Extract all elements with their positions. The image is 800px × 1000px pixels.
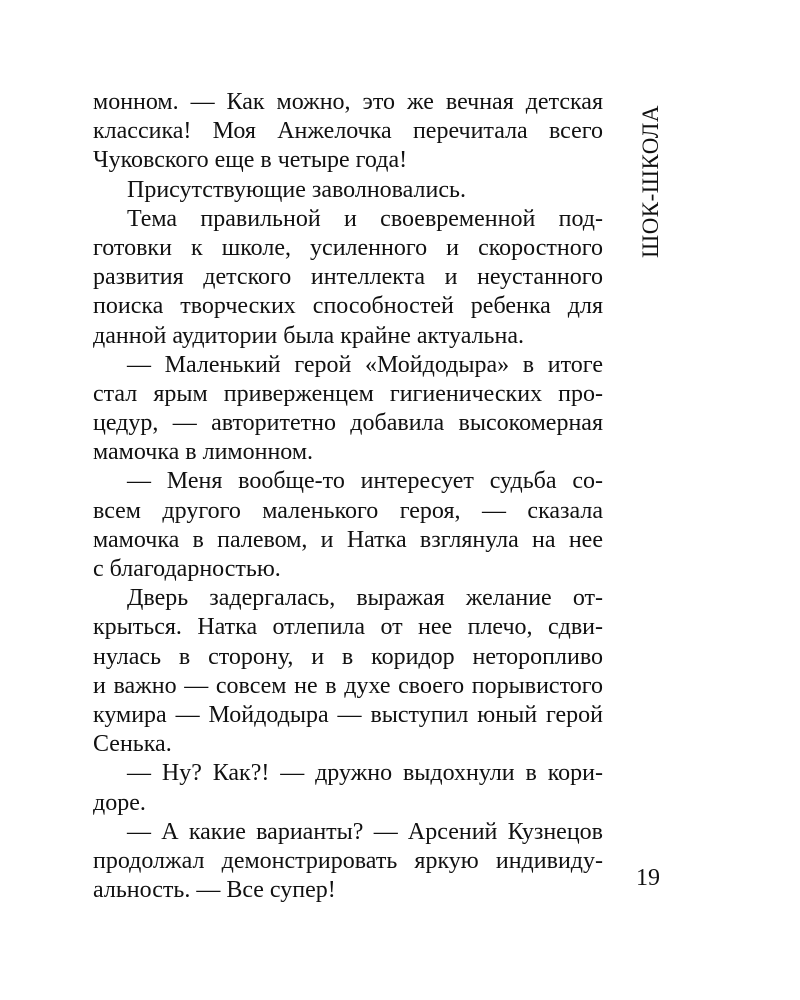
paragraph-start: Присутствующие заволновались. [127,176,466,203]
text-line: данной аудитории была крайне актуальна. [93,322,524,349]
text-line: мамочка в лимонном. [93,439,314,466]
text-line: готовки к школе, усиленного и скоростного [93,234,603,261]
text-line: стал ярым приверженцем гигиенических про- [93,380,603,407]
text-line: Сенька. [93,731,172,758]
page-number: 19 [636,865,660,891]
paragraph-start: — Меня вообще-то интересует судьба со- [127,468,603,495]
running-head: ШОК-ШКОЛА [638,105,663,258]
body-text [93,88,603,905]
text-line: крыться. Натка отлепила от нее плечо, сдви- [93,614,603,641]
paragraph-start: — А какие варианты? — Арсений Кузнецов [127,818,603,845]
text-line: монном. — Как можно, это же вечная детская [93,89,603,115]
text-line: развития детского интеллекта и неустанного [93,264,603,291]
paragraph-start: Тема правильной и своевременной под- [127,205,603,232]
paragraph-start: — Маленький герой «Мойдодыра» в итоге [127,351,603,378]
text-line: альность. — Все супер! [93,877,336,904]
text-line: доре. [93,789,146,816]
paragraph-start: Дверь задергалась, выражая желание от- [127,585,603,612]
text-line: продолжал демонстрировать яркую индивиду- [93,847,603,874]
paragraph-start: — Ну? Как?! — дружно выдохнули в кори- [127,760,603,787]
text-line: с благодарностью. [93,556,281,582]
text-line: кумира — Мойдодыра — выступил юный герой [93,701,603,728]
text-line: всем другого маленького героя, — сказала [93,497,603,524]
text-line: Чуковского еще в четыре года! [93,147,408,174]
text-line: нулась в сторону, и в коридор неторопливо [93,643,603,670]
text-line: мамочка в палевом, и Натка взглянула на нее [93,526,603,553]
text-line: поиска творческих способностей ребенка для [93,293,603,320]
text-line: цедур, — авторитетно добавила высокомерная [93,410,603,437]
text-line: и важно — совсем не в духе своего порывистого [93,672,603,699]
text-line: классика! Моя Анжелочка перечитала всего [93,118,603,145]
